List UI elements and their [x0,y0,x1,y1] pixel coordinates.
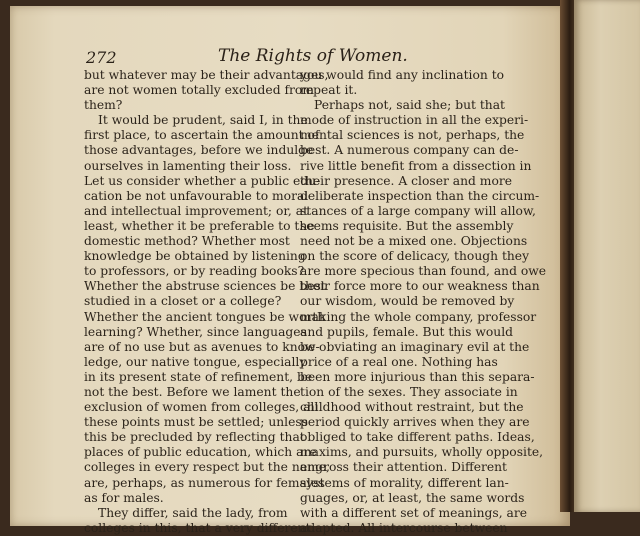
text-line: domestic method? Whether most [84,234,290,249]
page-header [78,46,514,68]
text-line: mode of instruction in all the experi- [300,113,529,128]
text-line: colleges in this, that a very different [84,520,311,535]
text-line: knowledge be obtained by listening [84,249,306,264]
text-line: ourselves in lamenting their loss. [84,158,292,173]
text-line: been more injurious than this separa- [300,369,535,384]
text-line: are more specious than found, and owe [300,264,547,279]
text-line: period quickly arrives when they are [300,415,530,430]
text-line: Whether the abstruse sciences be best [84,279,326,294]
text-line: ledge, our native tongue, especially [84,354,307,369]
text-line: but whatever may be their advantages, [84,68,329,82]
text-line: They differ, said the lady, from [98,505,288,520]
text-line: with a different set of meanings, are [300,505,528,520]
text-line: stances of a large company will allow, [300,203,536,218]
text-line: to professors, or by reading books? [84,264,305,279]
text-line: places of public education, which are [84,445,317,460]
text-line: Let us consider whether a public edu- [84,173,321,188]
text-line: their force more to our weakness than [300,279,540,294]
text-line: engross their attention. Different [300,460,507,475]
text-line: this be precluded by reflecting that [84,430,305,445]
text-line: price of a real one. Nothing has [300,354,498,369]
text-line: these points must be settled; unless [84,415,308,430]
text-line: are, perhaps, as numerous for females [84,475,325,490]
text-line: be obviating an imaginary evil at the [300,339,530,354]
text-line: repeat it. [300,83,358,98]
text-line: making the whole company, professor [300,309,537,324]
text-line: and pupils, female. But this would [300,324,514,339]
text-line: guages, or, at least, the same words [300,490,525,505]
text-line: maxims, and pursuits, wholly opposite, [300,445,544,460]
text-line: deliberate inspection than the circum- [300,188,540,203]
text-line: are of no use but as avenues to know- [84,339,320,354]
page-number: 272 [86,48,117,67]
text-line: best. A numerous company can de- [300,143,519,158]
text-line: their presence. A closer and more [300,173,513,188]
text-line: as for males. [84,490,164,505]
text-line: adapted. All intercourse between [300,520,508,535]
text-line: not the best. Before we lament the [84,384,301,399]
text-line: are not women totally excluded from [84,83,314,98]
text-line: Perhaps not, said she; but that [314,98,505,113]
text-line: exclusion of women from colleges, all [84,400,319,415]
text-line: cation be not unfavourable to moral [84,188,309,203]
text-line: those advantages, before we indulge [84,143,314,158]
text-line: them? [84,98,123,113]
text-line: first place, to ascertain the amount of [84,128,320,143]
text-line: seems requisite. But the assembly [300,218,514,233]
text-line: studied in a closet or a college? [84,294,282,309]
text-line: obliged to take different paths. Ideas, [300,430,535,445]
text-line: tion of the sexes. They associate in [300,384,518,399]
text-line: learning? Whether, since languages [84,324,307,339]
text-line: need not be a mixed one. Objections [300,234,528,249]
text-line: Whether the ancient tongues be worth [84,309,326,324]
text-line: our wisdom, would be removed by [300,294,515,309]
text-line: childhood without restraint, but the [300,400,524,415]
text-line: least, whether it be preferable to the [84,218,315,233]
text-line: mental sciences is not, perhaps, the [300,128,525,143]
running-title: The Rights of Women. [218,46,408,66]
text-line: in its present state of refinement, be [84,369,313,384]
text-line: on the score of delicacy, though they [300,249,530,264]
text-line: and intellectual improvement; or, at [84,203,309,218]
text-line: colleges in every respect but the name, [84,460,330,475]
text-line: It would be prudent, said I, in the [98,113,308,128]
right-text-column [300,68,547,536]
facing-page-edge [574,0,640,512]
text-line: systems of morality, different lan- [300,475,509,490]
text-line: you would find any inclination to [300,68,505,82]
text-line: rive little benefit from a dissection in [300,158,532,173]
